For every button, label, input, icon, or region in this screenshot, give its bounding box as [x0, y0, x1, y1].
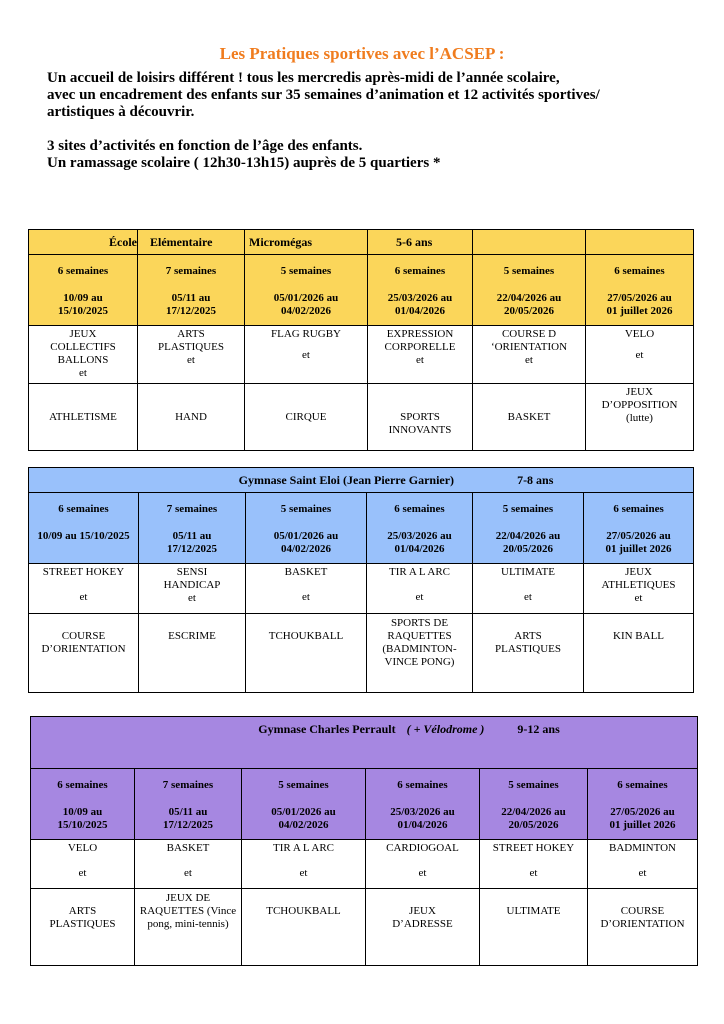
activity-cell: COURSE D ‘ORIENTATION et — [473, 326, 586, 384]
activity-cell: BASKET — [473, 384, 586, 451]
activity-cell: ARTS PLASTIQUES — [31, 889, 135, 966]
activity-cell: VELO et — [31, 840, 135, 889]
period-cell: 5 semaines 22/04/2026 au 20/05/2026 — [480, 769, 588, 840]
period-cell: 7 semaines 05/11 au 17/12/2025 — [139, 493, 246, 564]
period-cell: 7 semaines 05/11 au 17/12/2025 — [135, 769, 242, 840]
activity-cell: FLAG RUGBY et — [245, 326, 368, 384]
activity-cell: COURSE D’ORIENTATION — [29, 614, 139, 693]
age-range: 5-6 ans — [368, 230, 473, 255]
age-range: 7-8 ans — [517, 473, 554, 487]
activity-cell: CIRQUE — [245, 384, 368, 451]
period-cell: 5 semaines 05/01/2026 au 04/02/2026 — [246, 493, 367, 564]
intro-text — [47, 70, 697, 172]
activity-cell: ARTS PLASTIQUES — [473, 614, 584, 693]
period-cell: 6 semaines 10/09 au 15/10/2025 — [31, 769, 135, 840]
period-cell: 6 semaines 10/09 au 15/10/2025 — [29, 255, 138, 326]
site-header: Gymnase Charles Perrault ( + Vélodrome ) 9-12 ans — [31, 717, 698, 769]
activity-cell: JEUX DE RAQUETTES (Vince pong, mini-tennis) — [135, 889, 242, 966]
schedule-table-charles-perrault — [30, 716, 698, 966]
activity-cell: BASKET et — [135, 840, 242, 889]
activity-cell: SENSI HANDICAP et — [139, 564, 246, 614]
period-cell: 7 semaines 05/11 au 17/12/2025 — [138, 255, 245, 326]
period-cell: 6 semaines 25/03/2026 au 01/04/2026 — [368, 255, 473, 326]
site-header-cell: École — [29, 230, 138, 255]
period-cell: 6 semaines 25/03/2026 au 01/04/2026 — [366, 769, 480, 840]
activity-cell: HAND — [138, 384, 245, 451]
period-cell: 6 semaines 27/05/2026 au 01 juillet 2026 — [586, 255, 694, 326]
activity-cell: COURSE D’ORIENTATION — [588, 889, 698, 966]
activity-cell: STREET HOKEY et — [480, 840, 588, 889]
intro-line: 3 sites d’activités en fonction de l’âge des enfants. — [47, 138, 363, 154]
site-header-cell: Micromégas — [245, 230, 368, 255]
site-header: Gymnase Saint Eloi (Jean Pierre Garnier) 7-8 ans — [29, 468, 694, 493]
activity-cell: KIN BALL — [584, 614, 694, 693]
activity-cell: JEUX ATHLETIQUES et — [584, 564, 694, 614]
activity-cell: BASKET et — [246, 564, 367, 614]
period-cell: 5 semaines 22/04/2026 au 20/05/2026 — [473, 493, 584, 564]
period-cell: 5 semaines 05/01/2026 au 04/02/2026 — [245, 255, 368, 326]
activity-cell: CARDIOGOAL et — [366, 840, 480, 889]
age-range: 9-12 ans — [517, 722, 560, 736]
activity-cell: TCHOUKBALL — [242, 889, 366, 966]
period-cell: 6 semaines 25/03/2026 au 01/04/2026 — [367, 493, 473, 564]
activity-cell: JEUX D’ADRESSE — [366, 889, 480, 966]
activity-cell: ULTIMATE et — [473, 564, 584, 614]
intro-line: artistiques à découvrir. — [47, 104, 195, 120]
activity-cell: TIR A L ARC et — [367, 564, 473, 614]
site-header-cell: Elémentaire — [138, 230, 245, 255]
intro-line: Un ramassage scolaire ( 12h30-13h15) auprès de 5 quartiers * — [47, 155, 441, 171]
activity-cell: JEUX COLLECTIFS BALLONS et — [29, 326, 138, 384]
intro-line: avec un encadrement des enfants sur 35 semaines d’animation et 12 activités sportives/ — [47, 87, 600, 103]
activity-cell: ATHLETISME — [29, 384, 138, 451]
intro-line: Un accueil de loisirs différent ! tous les mercredis après-midi de l’année scolaire, — [47, 70, 560, 86]
activity-cell: TCHOUKBALL — [246, 614, 367, 693]
period-cell: 6 semaines 27/05/2026 au 01 juillet 2026 — [584, 493, 694, 564]
activity-cell: JEUX D’OPPOSITION (lutte) — [586, 384, 694, 451]
period-cell: 6 semaines 10/09 au 15/10/2025 — [29, 493, 139, 564]
activity-cell: TIR A L ARC et — [242, 840, 366, 889]
activity-cell: SPORTS INNOVANTS — [368, 384, 473, 451]
schedule-table-saint-eloi — [28, 467, 694, 693]
schedule-table-micromegas — [28, 229, 694, 451]
period-cell: 5 semaines 22/04/2026 au 20/05/2026 — [473, 255, 586, 326]
activity-cell: ARTS PLASTIQUES et — [138, 326, 245, 384]
activity-cell: BADMINTON et — [588, 840, 698, 889]
period-cell: 6 semaines 27/05/2026 au 01 juillet 2026 — [588, 769, 698, 840]
activity-cell: SPORTS DE RAQUETTES (BADMINTON-VINCE PONG) — [367, 614, 473, 693]
activity-cell: ULTIMATE — [480, 889, 588, 966]
page-title: Les Pratiques sportives avec l’ACSEP : — [219, 44, 505, 63]
activity-cell: STREET HOKEY et — [29, 564, 139, 614]
period-cell: 5 semaines 05/01/2026 au 04/02/2026 — [242, 769, 366, 840]
activity-cell: VELO et — [586, 326, 694, 384]
activity-cell: EXPRESSION CORPORELLE et — [368, 326, 473, 384]
activity-cell: ESCRIME — [139, 614, 246, 693]
